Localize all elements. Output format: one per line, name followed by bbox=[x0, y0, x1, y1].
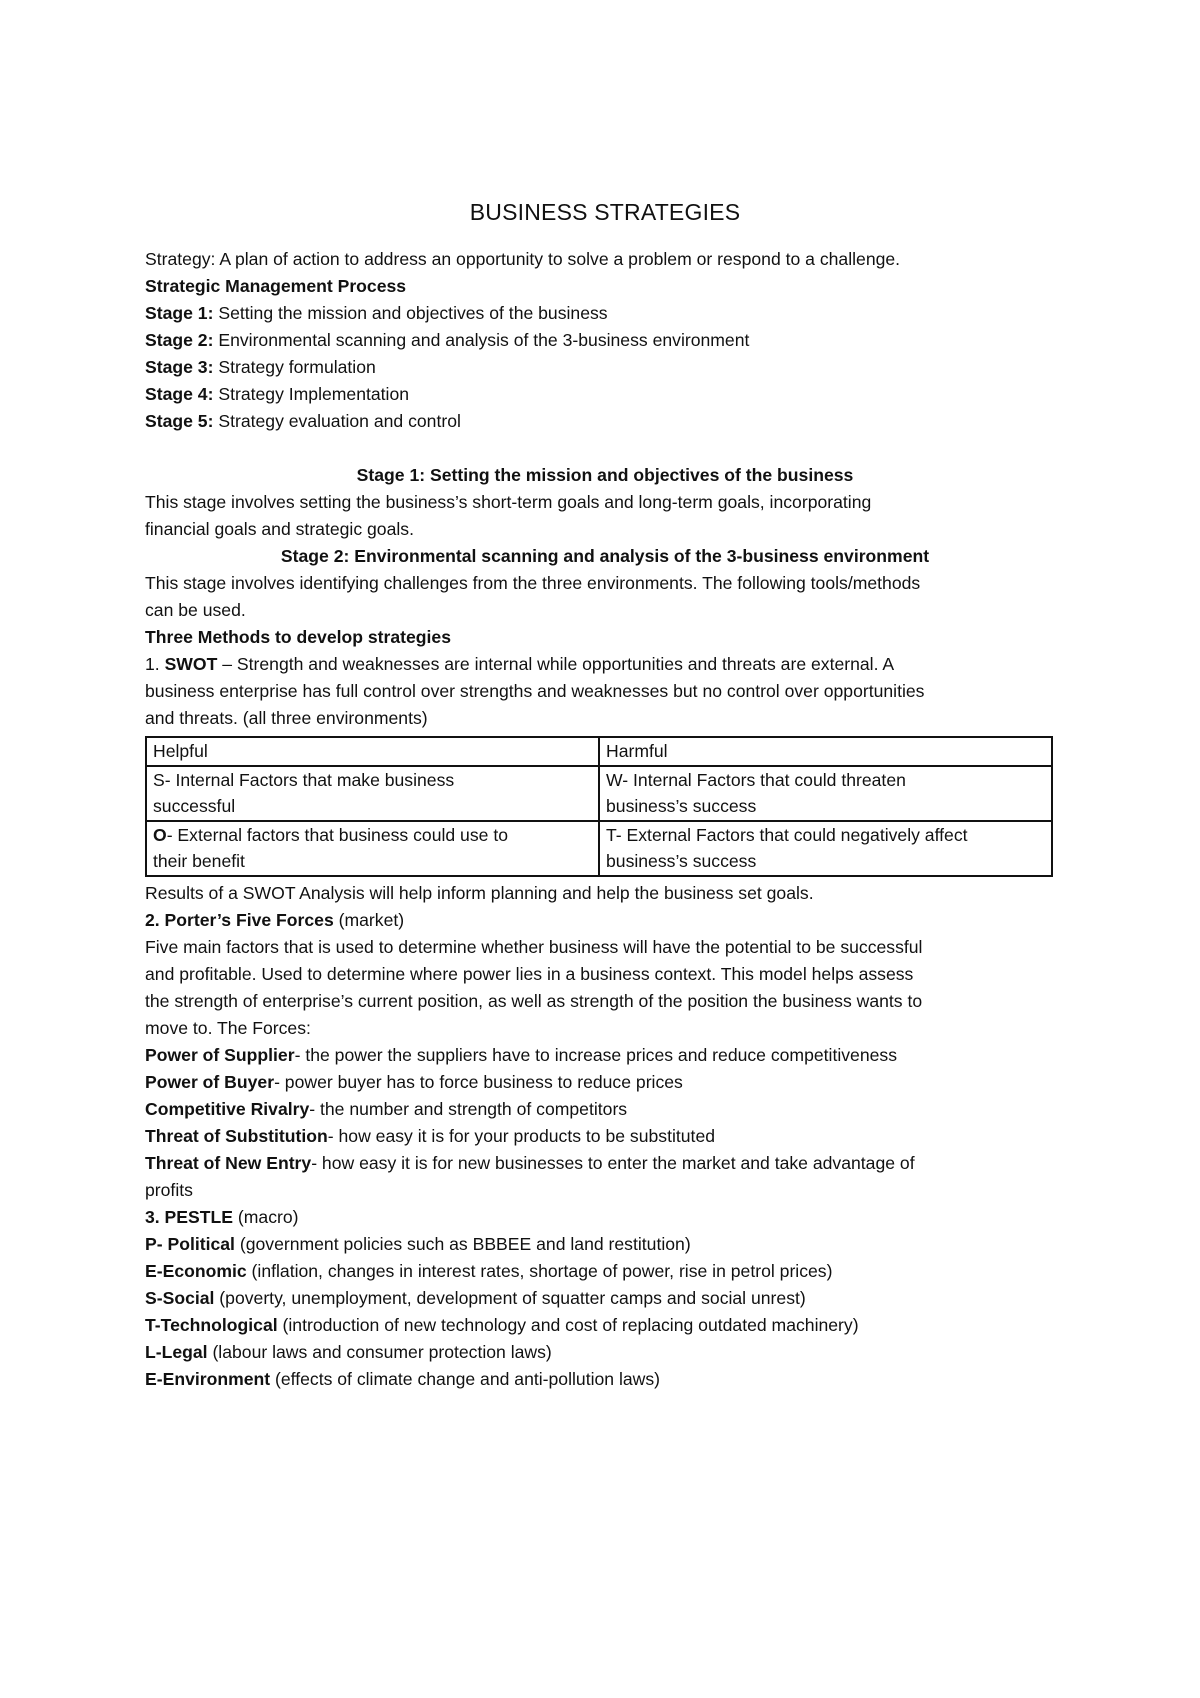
stage-item bbox=[145, 327, 749, 354]
swot-results: Results of a SWOT Analysis will help inform planning and help the business set goals. bbox=[145, 883, 814, 903]
porter-body-line: move to. The Forces: bbox=[145, 1018, 311, 1038]
porter-body-line: Five main factors that is used to determine whether business will have the potential to be successful bbox=[145, 937, 923, 957]
pestle-item bbox=[145, 1231, 691, 1258]
pestle-item bbox=[145, 1366, 660, 1393]
force-text: - the power the suppliers have to increase prices and reduce competitiveness bbox=[294, 1045, 898, 1065]
process-heading: Strategic Management Process bbox=[145, 276, 407, 296]
cell-line: S- Internal Factors that make business bbox=[153, 770, 455, 790]
pestle-item bbox=[145, 1339, 552, 1366]
porter-suffix: (market) bbox=[333, 910, 405, 930]
pestle-item-text: (effects of climate change and anti-pollution laws) bbox=[270, 1369, 661, 1389]
opportunity-text: - External factors that business could use to bbox=[166, 825, 508, 845]
stage2-body-line: can be used. bbox=[145, 600, 246, 620]
pestle-item-label: P- Political bbox=[145, 1234, 235, 1254]
stage-text: Environmental scanning and analysis of the 3-business environment bbox=[213, 330, 750, 350]
stage-text: Strategy evaluation and control bbox=[213, 411, 461, 431]
stage1-body-line: financial goals and strategic goals. bbox=[145, 519, 414, 539]
swot-line bbox=[145, 651, 894, 678]
table-cell-threats bbox=[599, 821, 1052, 876]
stage-item bbox=[145, 381, 409, 408]
force-item bbox=[145, 1069, 683, 1096]
pestle-item bbox=[145, 1285, 806, 1312]
stage2-heading: Stage 2: Environmental scanning and analysis of the 3-business environment bbox=[280, 546, 930, 566]
pestle-item-text: (poverty, unemployment, development of squatter camps and social unrest) bbox=[214, 1288, 806, 1308]
cell-line: successful bbox=[153, 796, 236, 816]
pestle-suffix: (macro) bbox=[233, 1207, 299, 1227]
methods-heading: Three Methods to develop strategies bbox=[145, 627, 452, 647]
stage-text: Setting the mission and objectives of the business bbox=[213, 303, 608, 323]
swot-number: 1. bbox=[145, 654, 165, 674]
pestle-label: 3. PESTLE bbox=[145, 1207, 233, 1227]
force-item bbox=[145, 1123, 715, 1150]
force-text: - power buyer has to force business to reduce prices bbox=[274, 1072, 683, 1092]
stage-label: Stage 5: bbox=[145, 411, 214, 431]
stage-text: Strategy formulation bbox=[213, 357, 376, 377]
strategy-label: Strategy: bbox=[145, 249, 216, 269]
swot-line: and threats. (all three environments) bbox=[145, 708, 428, 728]
force-label: Competitive Rivalry bbox=[145, 1099, 310, 1119]
pestle-item-label: L-Legal bbox=[145, 1342, 208, 1362]
pestle-item-text: (introduction of new technology and cost of replacing outdated machinery) bbox=[277, 1315, 859, 1335]
pestle-item-text: (government policies such as BBBEE and land restitution) bbox=[234, 1234, 691, 1254]
strategy-text: A plan of action to address an opportunity to solve a problem or respond to a challenge. bbox=[215, 249, 901, 269]
table-row bbox=[146, 737, 1052, 766]
force-text: - how easy it is for your products to be substituted bbox=[327, 1126, 716, 1146]
force-label: Power of Supplier bbox=[145, 1045, 295, 1065]
cell-line: T- External Factors that could negatively affect bbox=[606, 825, 968, 845]
stage2-body-line: This stage involves identifying challenges from the three environments. The following tools/methods bbox=[145, 573, 921, 593]
table-row bbox=[146, 821, 1052, 876]
stage-label: Stage 3: bbox=[145, 357, 214, 377]
swot-line: business enterprise has full control over strengths and weaknesses but no control over opportunities bbox=[145, 681, 925, 701]
cell-line: their benefit bbox=[153, 851, 245, 871]
swot-text: – Strength and weaknesses are internal while opportunities and threats are external. A bbox=[217, 654, 895, 674]
pestle-heading bbox=[145, 1204, 299, 1231]
swot-label: SWOT bbox=[164, 654, 218, 674]
cell-line: business’s success bbox=[606, 796, 757, 816]
force-label: Threat of Substitution bbox=[145, 1126, 328, 1146]
table-header-helpful: Helpful bbox=[146, 737, 599, 766]
pestle-item-label: T-Technological bbox=[145, 1315, 278, 1335]
porter-heading bbox=[145, 907, 404, 934]
pestle-item-label: E-Economic bbox=[145, 1261, 247, 1281]
swot-table bbox=[145, 736, 1053, 877]
porter-body-line: the strength of enterprise’s current position, as well as strength of the position the business wants to bbox=[145, 991, 923, 1011]
stage-label: Stage 1: bbox=[145, 303, 214, 323]
pestle-item bbox=[145, 1312, 859, 1339]
table-cell-weaknesses bbox=[599, 766, 1052, 821]
force-item-continued: profits bbox=[145, 1180, 193, 1200]
stage1-heading: Stage 1: Setting the mission and objectives of the business bbox=[356, 465, 854, 485]
stage-item bbox=[145, 354, 376, 381]
stage-label: Stage 4: bbox=[145, 384, 214, 404]
cell-line: W- Internal Factors that could threaten bbox=[606, 770, 906, 790]
stage1-body-line: This stage involves setting the business’s short-term goals and long-term goals, incorporating bbox=[145, 492, 872, 512]
strategy-definition bbox=[145, 246, 900, 273]
table-cell-strengths bbox=[146, 766, 599, 821]
force-text: - the number and strength of competitors bbox=[309, 1099, 628, 1119]
stage-text: Strategy Implementation bbox=[213, 384, 410, 404]
stage-label: Stage 2: bbox=[145, 330, 214, 350]
cell-line bbox=[153, 822, 592, 848]
force-text: - how easy it is for new businesses to enter the market and take advantage of bbox=[311, 1153, 915, 1173]
table-cell-opportunities bbox=[146, 821, 599, 876]
pestle-item-label: S-Social bbox=[145, 1288, 215, 1308]
table-row bbox=[146, 766, 1052, 821]
force-item bbox=[145, 1096, 627, 1123]
force-label: Threat of New Entry bbox=[145, 1153, 312, 1173]
pestle-item bbox=[145, 1258, 832, 1285]
porter-label: 2. Porter’s Five Forces bbox=[145, 910, 334, 930]
force-label: Power of Buyer bbox=[145, 1072, 275, 1092]
force-item bbox=[145, 1042, 897, 1069]
pestle-item-text: (inflation, changes in interest rates, shortage of power, rise in petrol prices) bbox=[246, 1261, 833, 1281]
pestle-item-label: E-Environment bbox=[145, 1369, 271, 1389]
table-header-harmful: Harmful bbox=[599, 737, 1052, 766]
opportunity-label: O bbox=[153, 825, 167, 845]
cell-line: business’s success bbox=[606, 851, 757, 871]
stage-item bbox=[145, 408, 461, 435]
page-title: BUSINESS STRATEGIES bbox=[469, 199, 741, 225]
pestle-item-text: (labour laws and consumer protection laws) bbox=[207, 1342, 552, 1362]
force-item bbox=[145, 1150, 915, 1177]
porter-body-line: and profitable. Used to determine where power lies in a business context. This model helps assess bbox=[145, 964, 914, 984]
stage-item bbox=[145, 300, 608, 327]
